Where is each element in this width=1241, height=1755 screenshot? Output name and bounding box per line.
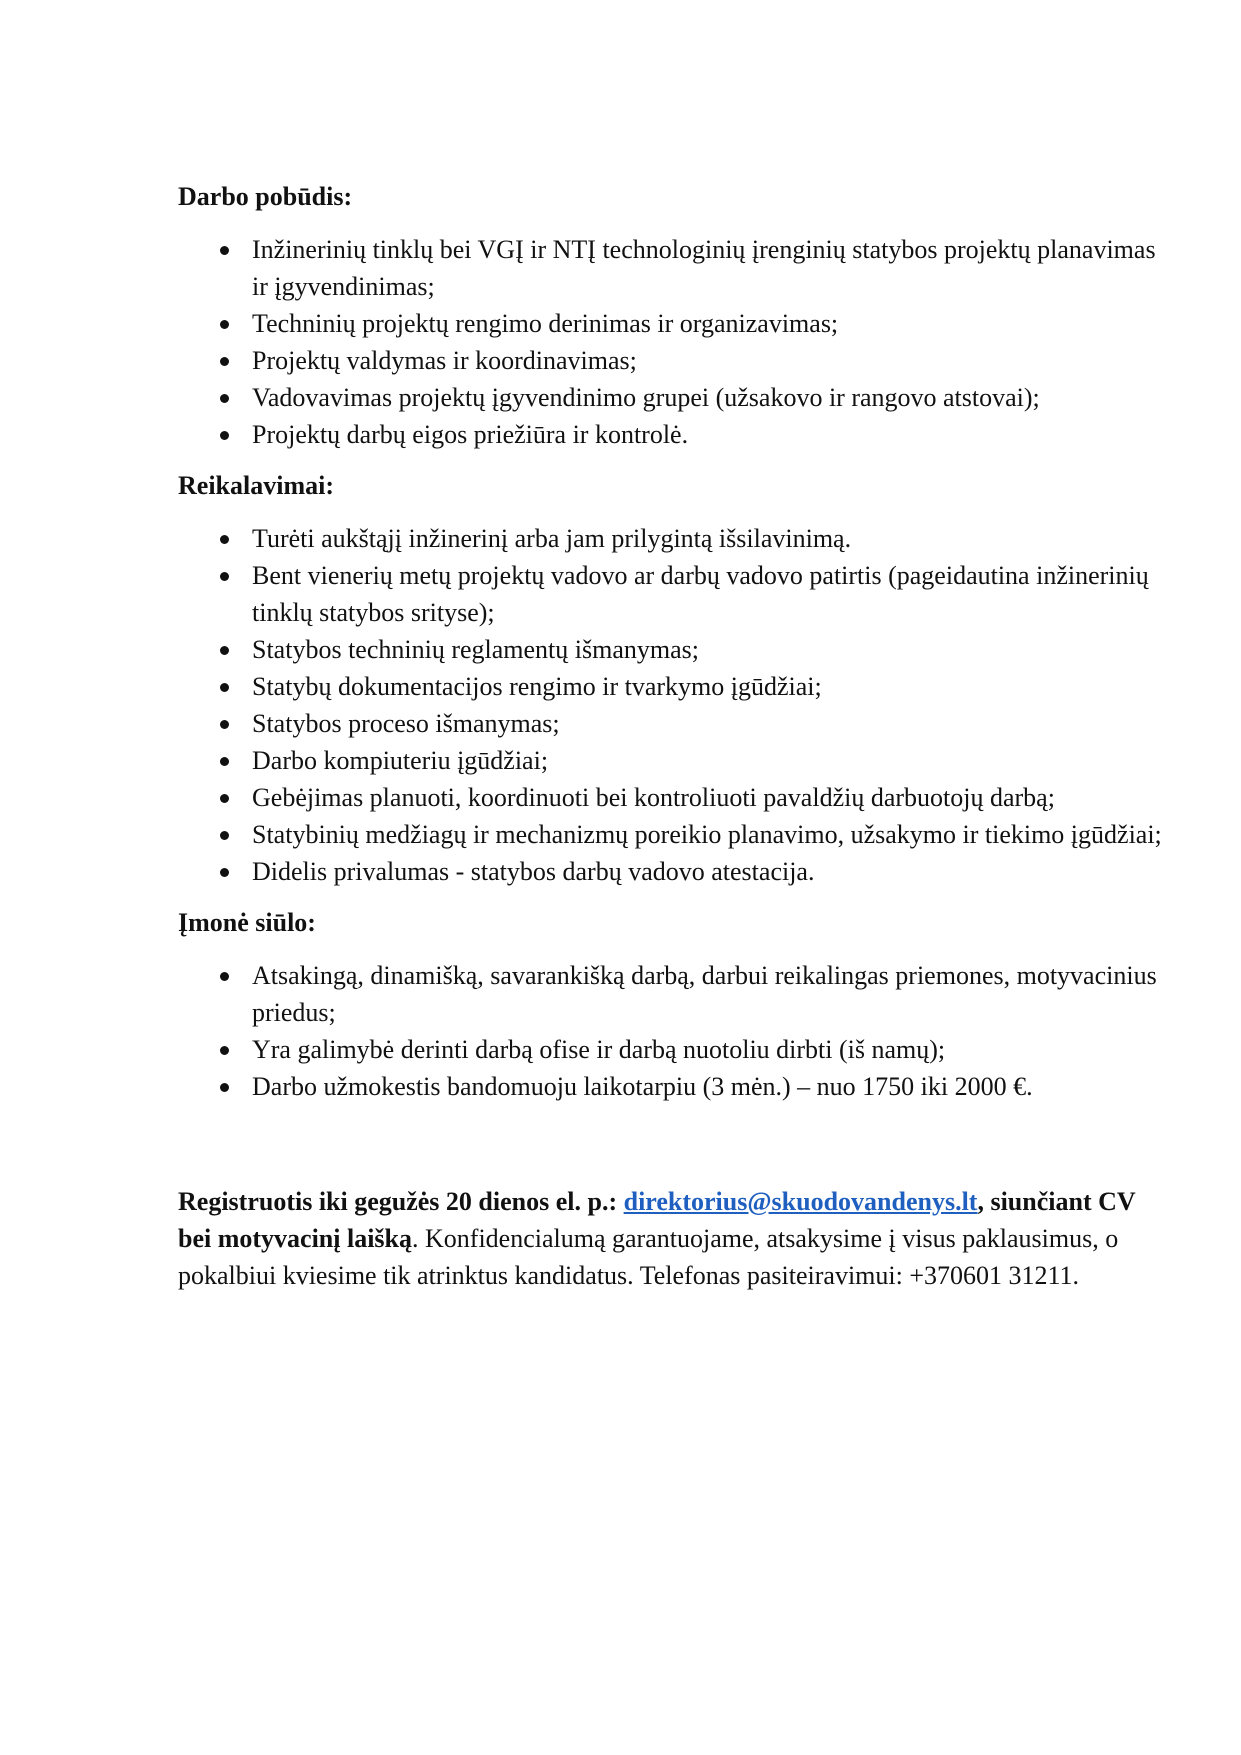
section-heading: Reikalavimai:	[178, 471, 334, 500]
list-item	[178, 779, 1170, 816]
list-item	[178, 705, 1170, 742]
bullet-icon	[220, 1083, 229, 1092]
confidentiality-text: . Konfidencialumą garantuojame, atsakysime į visus paklausimus, o pokalbiui kviesime tik atrinktus kandidatus. Telefonas pasiteiravimui: +370601 31211.	[178, 1224, 1119, 1290]
email-comma: ,	[977, 1187, 984, 1216]
list-item-text: Projektų darbų eigos priežiūra ir kontrolė.	[252, 420, 689, 449]
list-item-text: Bent vienerių metų projektų vadovo ar darbų vadovo patirtis (pageidautina inžinerinių tinklų statybos srityse);	[252, 561, 1149, 627]
section-darbo-pobudis	[178, 178, 1170, 453]
list-item-text: Atsakingą, dinamišką, savarankišką darbą, darbui reikalingas priemones, motyvacinius priedus;	[252, 961, 1157, 1027]
list-item	[178, 1031, 1170, 1068]
list-item-text: Vadovavimas projektų įgyvendinimo grupei (užsakovo ir rangovo atstovai);	[252, 383, 1040, 412]
section-imone-siulo	[178, 904, 1170, 1105]
section-heading: Įmonė siūlo:	[178, 908, 316, 937]
bullet-icon	[220, 535, 229, 544]
bullet-icon	[220, 757, 229, 766]
list-item	[178, 379, 1170, 416]
bullet-icon	[220, 972, 229, 981]
bullet-icon	[220, 320, 229, 329]
email-link[interactable]: direktorius@skuodovandenys.lt	[623, 1187, 978, 1216]
bullet-icon	[220, 683, 229, 692]
list-item	[178, 416, 1170, 453]
bullet-icon	[220, 431, 229, 440]
bullet-icon	[220, 572, 229, 581]
registration-deadline: Registruotis iki gegužės 20 dienos el. p.:	[178, 1187, 624, 1216]
bullet-icon	[220, 720, 229, 729]
bullet-icon	[220, 646, 229, 655]
list-item	[178, 520, 1170, 557]
list-item-text: Statybinių medžiagų ir mechanizmų poreikio planavimo, užsakymo ir tiekimo įgūdžiai;	[252, 820, 1162, 849]
list-item	[178, 305, 1170, 342]
bullet-icon	[220, 1046, 229, 1055]
list-item-text: Projektų valdymas ir koordinavimas;	[252, 346, 637, 375]
bullet-list	[178, 231, 1170, 453]
section-reikalavimai	[178, 467, 1170, 890]
list-item-text: Statybų dokumentacijos rengimo ir tvarkymo įgūdžiai;	[252, 672, 822, 701]
bullet-list	[178, 520, 1170, 890]
list-item-text: Yra galimybė derinti darbą ofise ir darbą nuotoliu dirbti (iš namų);	[252, 1035, 946, 1064]
list-item	[178, 631, 1170, 668]
bullet-icon	[220, 246, 229, 255]
list-item-text: Didelis privalumas - statybos darbų vadovo atestacija.	[252, 857, 815, 886]
list-item	[178, 342, 1170, 379]
list-item-text: Inžinerinių tinklų bei VGĮ ir NTĮ technologinių įrenginių statybos projektų planavimas ir įgyvendinimas;	[252, 235, 1156, 301]
section-heading: Darbo pobūdis:	[178, 182, 353, 211]
bullet-icon	[220, 831, 229, 840]
bullet-icon	[220, 868, 229, 877]
list-item	[178, 853, 1170, 890]
bullet-list	[178, 957, 1170, 1105]
document-page	[178, 178, 1170, 1320]
list-item	[178, 668, 1170, 705]
list-item-text: Statybos techninių reglamentų išmanymas;	[252, 635, 699, 664]
list-item-text: Turėti aukštąjį inžinerinį arba jam prilygintą išsilavinimą.	[252, 524, 852, 553]
list-item	[178, 1068, 1170, 1105]
list-item	[178, 816, 1170, 853]
list-item-text: Darbo užmokestis bandomuoju laikotarpiu (3 mėn.) – nuo 1750 iki 2000 €.	[252, 1072, 1033, 1101]
list-item	[178, 231, 1170, 305]
list-item-text: Darbo kompiuteriu įgūdžiai;	[252, 746, 549, 775]
list-item-text: Statybos proceso išmanymas;	[252, 709, 560, 738]
bullet-icon	[220, 394, 229, 403]
list-item-text: Techninių projektų rengimo derinimas ir organizavimas;	[252, 309, 839, 338]
list-item	[178, 557, 1170, 631]
list-item	[178, 742, 1170, 779]
send-cv-note: siunčiant CV bei motyvacinį laišką	[178, 1187, 1136, 1253]
bullet-icon	[220, 357, 229, 366]
bullet-icon	[220, 794, 229, 803]
list-item-text: Gebėjimas planuoti, koordinuoti bei kontroliuoti pavaldžių darbuotojų darbą;	[252, 783, 1055, 812]
application-instructions	[178, 1183, 1170, 1294]
list-item	[178, 957, 1170, 1031]
